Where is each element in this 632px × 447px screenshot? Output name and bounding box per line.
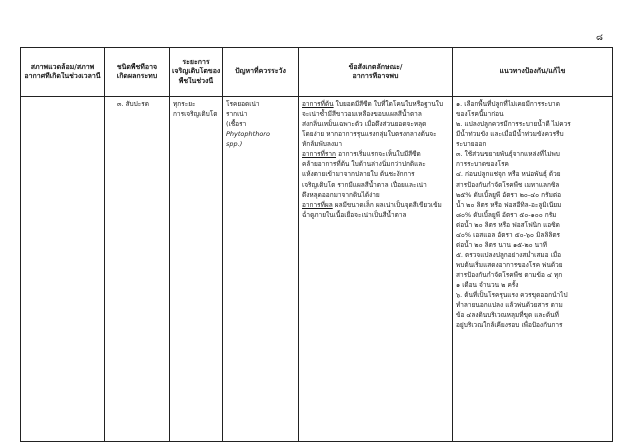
symptom-line — [302, 129, 449, 139]
table-row — [21, 97, 613, 442]
cell-prevention — [453, 97, 613, 442]
symptom-line — [302, 109, 449, 119]
prevention-line: ต่อน้ำ ๒๐ ลิตร หรือ ฟอสโฟนิก แอซิด — [456, 220, 560, 229]
pathogen-species: spp.) — [226, 140, 243, 149]
problem-alt: รากเน่า — [226, 110, 248, 119]
symptom-label: อาการที่ราก — [302, 150, 336, 159]
symptom-label: อาการที่ผล — [302, 200, 333, 209]
prevention-line: มีน้ำท่วมขัง และเมื่อมีน้ำท่วมขังควรรีบ — [456, 130, 564, 139]
symptom-text: อาการเริ่มแรกจะเห็นใบมีสีซีด — [336, 150, 421, 159]
prevention-line: อยู่บริเวณใกล้เคียงรอบ เพื่อป้องกันการ — [456, 321, 563, 330]
symptom-text: จะเน่าซ้ำมีสีขาวอมเหลืองขอบแผลสีน้ำตาล — [302, 110, 422, 119]
symptom-line — [302, 119, 449, 129]
prevention-line: ข้อ ๔ลงดินบริเวณหลุมที่ขุด และต้นที่ — [456, 311, 559, 320]
symptom-label: อาการที่ต้น — [302, 100, 334, 108]
pathogen-genus: Phytophthoro — [226, 130, 270, 139]
prevention-line: ๘๐% ดับเบิ้ลยูพี อัตรา ๕๐-๑๐๐ กรัม — [456, 210, 557, 219]
symptom-line — [302, 139, 449, 149]
header-growth-stage: ระยะการ เจริญเติบโตของ พืชในช่วงนี้ — [170, 48, 223, 97]
symptom-line — [302, 159, 449, 169]
table-header-row — [21, 48, 613, 97]
header-problem: ปัญหาที่ควรระวัง — [223, 48, 299, 97]
prevention-line: ๕. ตรวจแปลงปลูกอย่างสม่ำเสมอ เมื่อ — [456, 250, 562, 259]
symptom-line — [302, 200, 449, 210]
prevention-line: สารป้องกันกำจัดโรคพืช เมทาแลกซิล — [456, 180, 560, 189]
cell-problem — [223, 97, 299, 442]
prevention-line: ๓. ใช้ส่วนขยายพันธุ์จากแหล่งที่ไม่พบ — [456, 150, 560, 159]
prevention-line: การระบาดของโรค — [456, 160, 509, 169]
symptom-text: ส่งกลิ่นเหม็นเฉพาะตัว เมื่อดึงส่วนยอดจะหลุด — [302, 120, 427, 129]
symptom-line — [302, 210, 449, 220]
prevention-line: ระบายออก — [456, 140, 487, 149]
symptom-text: เจริญเติบโต รากมีแผลสีน้ำตาล เปื่อยและเน่า — [302, 180, 427, 189]
cell-environment — [21, 97, 105, 442]
pathogen-prefix: (เชื้อรา — [226, 120, 247, 129]
symptom-line — [302, 149, 449, 159]
symptom-line — [302, 169, 449, 179]
cell-plant-type: ๓. สับปะรด — [105, 97, 170, 442]
symptom-text: แห้งตายเข้ามาจากปลายใบ ต้นชะงักการ — [302, 170, 415, 179]
symptom-text: หักล้มพับลงมา — [302, 140, 342, 149]
symptom-text: ผลมีขนาดเล็ก ผลเน่าเป็นจุดสีเขียวเข้ม — [332, 200, 442, 209]
prevention-line: ๖. ต้นที่เป็นโรครุนแรง ควรขุดออกนำไป — [456, 291, 568, 300]
prevention-line: ๒๕% ดับเบิ้ลยูพี อัตรา ๒๐-๔๐ กรัมต่อ — [456, 190, 562, 199]
prevention-line: ทำลายนอกแปลง แล้วพ่นด้วยสาร ตาม — [456, 301, 563, 310]
page-number: ๘ — [596, 33, 603, 43]
header-plant-type: ชนิดพืชที่อาจ เกิดผลกระทบ — [105, 48, 170, 97]
prevention-line: ๑ เดือน จำนวน ๒ ครั้ง — [456, 281, 519, 290]
cell-symptoms — [299, 97, 453, 442]
prevention-line: สารป้องกันกำจัดโรคพืช ตามข้อ ๔ ทุก — [456, 271, 563, 280]
prevention-line: ๔. ก่อนปลูกแช่จุก หรือ หน่อพันธุ์ ด้วย — [456, 170, 561, 179]
prevention-line: ๑. เลือกพื้นที่ปลูกที่ไม่เคยมีการระบาด — [456, 100, 560, 108]
prevention-line: ต่อน้ำ ๒๐ ลิตร นาน ๑๕-๒๐ นาที — [456, 240, 548, 249]
header-prevention: แนวทางป้องกัน/แก้ไข — [453, 48, 613, 97]
prevention-line: พบต้นเริ่มแสดงอาการของโรค พ่นด้วย — [456, 261, 563, 269]
symptom-text: ฉ่ำดูภายในเนื้อเยื่อจะเน่าเป็นสีน้ำตาล — [302, 210, 407, 219]
cell-growth-stage: ทุกระยะ การเจริญเติบโต — [170, 97, 223, 442]
symptom-text: โดยง่าย หากอาการรุนแรงกลุ่มใบตรงกลางต้นจะ — [302, 130, 437, 139]
header-symptoms: ข้อสังเกตลักษณะ/ อาการที่อาจพบ — [299, 48, 453, 97]
problem-name: โรคยอดเน่า — [226, 100, 260, 108]
header-environment: สภาพแวดล้อม/สภาพ อากาศที่เกิดในช่วงเวลานี้ — [21, 48, 105, 97]
symptom-line — [302, 190, 449, 200]
pest-warning-table — [20, 47, 613, 442]
symptom-text: ใบยอดมีสีซีด ใบที่ใดโคนใบหรือฐานใบ — [333, 100, 444, 108]
prevention-line: ของโรคนี้มาก่อน — [456, 110, 504, 119]
symptom-text: ดึงหลุดออกมาจากดินได้ง่าย — [302, 190, 380, 199]
prevention-line: ๔๐% เอสแอล อัตรา ๕๐-๖๐ มิลลิลิตร — [456, 230, 561, 239]
prevention-line: ๒. แปลงปลูกควรมีการระบายน้ำดี ไม่ควร — [456, 120, 571, 129]
symptom-text: คล้ายอาการที่ต้น ใบด้านล่างนิ่มกว่าปกติและ — [302, 160, 426, 169]
symptom-line — [302, 180, 449, 190]
prevention-line: น้ำ ๒๐ ลิตร หรือ ฟอสอีทิล-อะลูมิเนียม — [456, 200, 562, 209]
symptom-line — [302, 99, 449, 109]
